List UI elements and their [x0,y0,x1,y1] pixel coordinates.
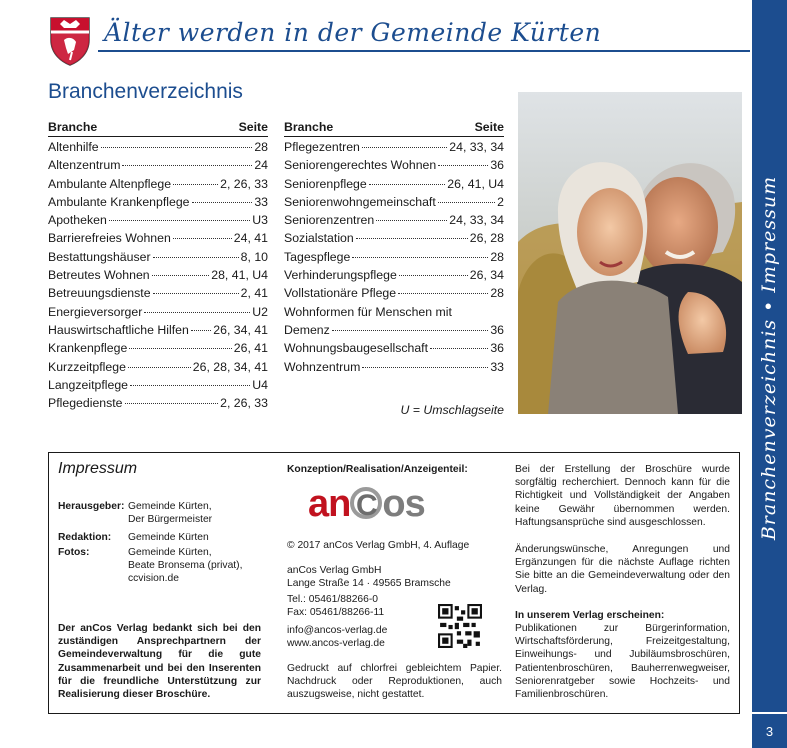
directory-page-numbers: 26, 41, U4 [447,176,504,191]
credit-fotos [58,546,242,586]
directory-row [284,195,504,213]
directory-branch-label: Wohnzentrum [284,359,361,374]
directory-branch-label: Seniorenwohngemeinschaft [284,194,436,209]
directory-page-numbers: 24, 33, 34 [449,213,504,228]
directory-branch-label: Barrierefreies Wohnen [48,231,171,246]
directory-page-numbers: 28 [490,249,504,264]
directory-row [284,250,504,268]
directory-branch-label: Pflegedienste [48,396,123,411]
directory-page-numbers: 36 [490,158,504,173]
dot-leader [192,202,253,203]
sidebar-label [752,0,787,715]
directory-row [48,195,268,213]
directory-branch-label: Pflegezentren [284,140,360,154]
dot-leader [369,184,446,185]
publications-text: Publikationen zur Bürgerinformation, Wirtschaftsförderung, Freizeitgestaltung, Einweihungs- und Jubiläumsbroschüren, Patientenbroschüren, Bauherrenwegweiser, Seniorenratgeber sowie Hochzeits- und Familienbroschüren. [515,623,730,701]
directory-row [48,177,268,195]
directory-row [284,213,504,231]
directory-row [284,140,504,158]
directory-branch-label: Sozialstation [284,231,354,246]
impressum-title: Impressum [58,460,138,477]
publications-title: In unserem Verlag erscheinen: [515,610,665,621]
directory-row [48,140,268,158]
directory-page-numbers: 36 [490,322,504,337]
directory-row [48,396,268,414]
publisher-name: anCos Verlag GmbH [287,565,382,576]
directory-branch-label: Demenz [284,322,330,337]
directory-page-numbers: 2, 41 [240,286,268,301]
column-header-branche: Branche [284,120,334,134]
column-header-seite: Seite [238,120,268,134]
directory-row [284,268,504,286]
dot-leader [362,147,447,148]
directory-row [48,268,268,286]
section-title: Branchenverzeichnis [48,80,243,103]
directory-row [48,323,268,341]
directory-row [284,177,504,195]
publisher-tel: Tel.: 05461/88266-0 [287,594,379,605]
dot-leader [398,293,488,294]
credit-label: Redaktion: [58,532,112,543]
directory-page-numbers: 33 [254,194,268,209]
directory-row [284,305,504,323]
column-header-branche: Branche [48,120,98,134]
directory-branch-label: Wohnformen für Menschen mit [284,304,452,319]
column-header-seite: Seite [474,120,504,134]
directory-row [48,158,268,176]
directory-branch-label: Altenzentrum [48,158,121,173]
publisher-address: Lange Straße 14 · 49565 Bramsche [287,578,451,589]
coat-of-arms-icon [48,14,92,66]
dot-leader [153,293,239,294]
publisher-fax: Fax: 05461/88266-11 [287,607,385,618]
thanks-note: Der anCos Verlag bedankt sich bei den zuständigen Ansprechpartnern der Gemeindeverwaltung für die gute Zusammenarbeit und bei den Inserenten für die freundliche Unterstützung zur Realisierung dieser Broschüre. [58,623,261,701]
credit-value: Der Bürgermeister [128,514,213,526]
directory-row [48,305,268,323]
directory-branch-label: Bestattungshäuser [48,249,151,264]
credit-redaktion [58,531,209,544]
directory-branch-label: Ambulante Krankenpflege [48,194,190,209]
dot-leader [399,275,468,276]
dot-leader [122,165,252,166]
dot-leader [362,367,488,368]
dot-leader [152,275,210,276]
page-number: 3 [752,712,787,748]
directory-branch-label: Kurzzeitpflege [48,359,126,374]
directory-branch-label: Seniorenzentren [284,213,375,228]
directory-row [284,158,504,176]
dot-leader [430,348,488,349]
directory-column-left [48,120,268,414]
directory-column-right [284,120,504,378]
directory-page-numbers: 28 [490,286,504,301]
changes-note: Änderungswünsche, Anregungen und Ergänzungen für die nächste Auflage richten Sie bitte an die Gemeindeverwaltung oder den Verlag. [515,544,730,595]
directory-branch-label: Altenhilfe [48,140,99,154]
directory-branch-label: Ambulante Altenpflege [48,176,172,191]
print-note: Gedruckt auf chlorfrei gebleichtem Papier. Nachdruck oder Reproduktionen, auch auszugsweise, nicht gestattet. [287,663,502,701]
disclaimer: Bei der Erstellung der Broschüre wurde sorgfältig recherchiert. Dennoch kann für die Richtigkeit und Vollständigkeit der Angaben keine Gewähr übernommen werden. Haftungsansprüche sind ausgeschlossen. [515,464,730,528]
directory-page-numbers: 2 [497,194,504,209]
directory-branch-label: Betreuungsdienste [48,286,151,301]
directory-row [48,378,268,396]
directory-page-numbers: 28 [254,140,268,154]
sidebar-label-text: Branchenverzeichnis • Impressum [758,175,781,540]
directory-row [284,323,504,341]
header-rule [98,50,750,52]
directory-branch-label: Seniorenpflege [284,176,367,191]
directory-page-numbers: 8, 10 [240,249,268,264]
credit-label: Fotos: [58,547,90,558]
dot-leader [356,238,468,239]
dot-leader [125,403,219,404]
senior-couple-photo [518,92,742,414]
directory-branch-label: Seniorengerechtes Wohnen [284,158,437,173]
directory-branch-label: Tagespflege [284,249,351,264]
directory-page-numbers: 24 [254,158,268,173]
directory-row [48,250,268,268]
directory-page-numbers: 33 [490,359,504,374]
directory-row [284,360,504,378]
directory-branch-label: Verhinderungspflege [284,268,397,283]
dot-leader [109,220,250,221]
directory-branch-label: Energieversorger [48,304,143,319]
directory-page-numbers: 26, 34 [469,268,504,283]
directory-row [48,213,268,231]
directory-branch-label: Betreutes Wohnen [48,268,150,283]
dot-leader [332,330,489,331]
directory-page-numbers: U4 [252,377,268,392]
directory-page-numbers: 26, 28, 34, 41 [192,359,268,374]
directory-branch-label: Hauswirtschaftliche Hilfen [48,322,189,337]
directory-branch-label: Apotheken [48,213,107,228]
directory-page-numbers: 24, 33, 34 [449,140,504,154]
copyright: © 2017 anCos Verlag GmbH, 4. Auflage [287,540,470,551]
directory-page-numbers: 2, 26, 33 [220,396,268,411]
directory-page-numbers: U2 [252,304,268,319]
directory-page-numbers: U3 [252,213,268,228]
directory-row [284,231,504,249]
directory-row [48,231,268,249]
header-title: Älter werden in der Gemeinde Kürten [104,18,602,47]
directory-row [284,286,504,304]
directory-branch-label: Langzeitpflege [48,377,128,392]
dot-leader [129,348,231,349]
directory-branch-label: Vollstationäre Pflege [284,286,397,301]
directory-page-numbers: 36 [490,341,504,356]
dot-leader [173,184,218,185]
publisher-web[interactable]: www.ancos-verlag.de [287,638,385,649]
dot-leader [101,147,253,148]
directory-row [48,286,268,304]
directory-header [284,120,504,137]
ancos-logo: an C os [308,483,425,525]
dot-leader [130,385,250,386]
directory-row [48,360,268,378]
directory-row [48,341,268,359]
credit-value: Gemeinde Kürten [128,532,209,543]
directory-page-numbers: 2, 26, 33 [220,176,268,191]
directory-header [48,120,268,137]
directory-page-numbers: 26, 41 [233,341,268,356]
dot-leader [128,367,191,368]
directory-branch-label: Wohnungsbaugesellschaft [284,341,429,356]
directory-page-numbers: 26, 34, 41 [213,322,268,337]
dot-leader [153,257,239,258]
dot-leader [173,238,232,239]
credit-value: Beate Bronsema (privat), [128,560,243,572]
credit-value: ccvision.de [128,573,179,585]
konzeption-label: Konzeption/Realisation/Anzeigenteil: [287,464,468,475]
credit-label: Herausgeber: [58,501,125,512]
directory-page-numbers: 26, 28 [469,231,504,246]
dot-leader [376,220,447,221]
credit-herausgeber [58,500,212,526]
directory-branch-label: Krankenpflege [48,341,128,356]
dot-leader [191,330,212,331]
dot-leader [352,257,488,258]
directory-page-numbers: 24, 41 [233,231,268,246]
credit-value: Gemeinde Kürten, [128,501,212,512]
directory-page-numbers: 28, 41, U4 [211,268,268,283]
dot-leader [438,165,488,166]
directory-row [284,341,504,359]
credit-value: Gemeinde Kürten, [128,547,212,558]
dot-leader [438,202,495,203]
dot-leader [144,312,250,313]
publisher-email[interactable]: info@ancos-verlag.de [287,625,388,636]
qr-code-icon [438,604,482,648]
directory-legend: U = Umschlagseite [400,403,504,417]
